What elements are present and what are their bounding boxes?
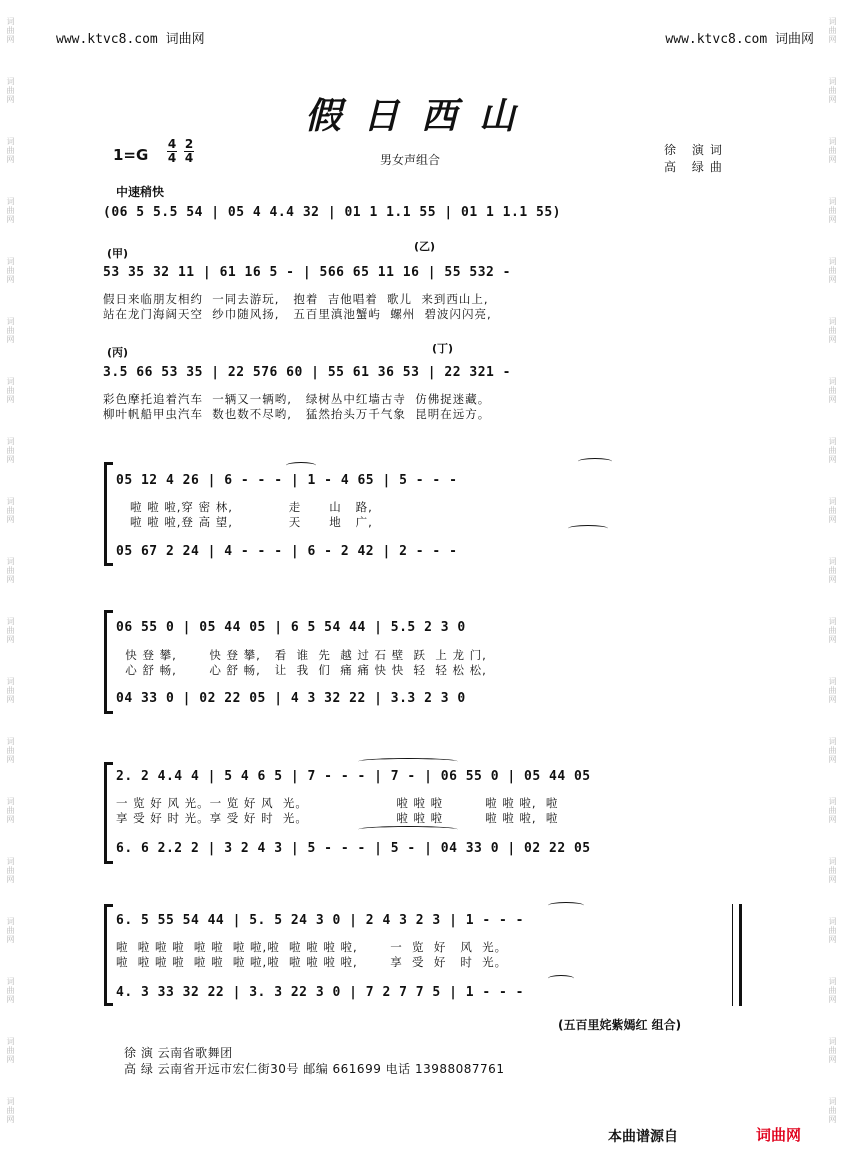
watermark-text: 词曲网 (828, 1096, 837, 1124)
system-bracket (104, 462, 107, 566)
system-bracket (104, 762, 107, 864)
watermark-text: 词曲网 (6, 796, 15, 824)
line1-lyrics-verse1: 假日来临朋友相约 一同去游玩, 抱着 吉他唱着 歌儿 来到西山上, (103, 292, 489, 306)
system2-upper-notes: 06 55 0 | 05 44 05 | 6 5 54 44 | 5.5 2 3 0 (116, 620, 466, 635)
system1-upper-notes: 05 12 4 26 | 6 - - - | 1 - 4 65 | 5 - - - (116, 473, 458, 488)
tie-mark (286, 462, 316, 469)
watermark-text: 词曲网 (828, 856, 837, 884)
performance-form: 男女声组合 (380, 153, 441, 167)
watermark-text: 词曲网 (6, 196, 15, 224)
tempo-marking: 中速稍快 (116, 185, 165, 199)
watermark-text: 词曲网 (828, 1036, 837, 1064)
watermark-text: 词曲网 (828, 76, 837, 104)
tie-mark (358, 826, 458, 833)
time-sig-top: 4 (167, 137, 177, 151)
system4-lower-notes: 4. 3 33 32 22 | 3. 3 22 3 0 | 7 2 7 7 5 | 1 - - - (116, 985, 525, 1000)
system-bracket (104, 610, 107, 714)
system4-upper-notes: 6. 5 55 54 44 | 5. 5 24 3 0 | 2 4 3 2 3 | 1 - - - (116, 913, 525, 928)
watermark-text: 词曲网 (6, 736, 15, 764)
watermark-text: 词曲网 (828, 796, 837, 824)
section-mark-ding: (丁) (432, 342, 454, 355)
section-mark-yi: (乙) (414, 240, 436, 253)
watermark-text: 词曲网 (828, 496, 837, 524)
header-site-right[interactable]: www.ktvc8.com 词曲网 (665, 32, 814, 47)
time-sig-bottom: 4 (167, 151, 177, 165)
watermark-text: 词曲网 (6, 976, 15, 1004)
system3-upper-notes: 2. 2 4.4 4 | 5 4 6 5 | 7 - - - | 7 - | 06 55 0 | 05 44 05 (116, 769, 591, 784)
section-mark-jia: (甲) (107, 247, 129, 260)
watermark-text: 词曲网 (6, 256, 15, 284)
tie-mark (548, 902, 584, 909)
watermark-text: 词曲网 (828, 676, 837, 704)
system3-lyrics-verse1: 一 览 好 风 光。一 览 好 风 光。 啦 啦 啦 啦 啦 啦, 啦 (116, 796, 559, 810)
watermark-text: 词曲网 (828, 316, 837, 344)
watermark-text: 词曲网 (6, 76, 15, 104)
watermark-text: 词曲网 (6, 616, 15, 644)
watermark-text: 词曲网 (6, 496, 15, 524)
watermark-text: 词曲网 (6, 16, 15, 44)
watermark-text: 词曲网 (6, 136, 15, 164)
time-sig-bottom: 4 (184, 151, 194, 165)
watermark-text: 词曲网 (828, 736, 837, 764)
watermark-text: 词曲网 (828, 436, 837, 464)
time-signature-4-4 (167, 138, 177, 165)
watermark-text: 词曲网 (828, 196, 837, 224)
key-signature: 1=G (113, 146, 149, 164)
watermark-text: 词曲网 (6, 1036, 15, 1064)
tie-mark (548, 975, 574, 982)
performer-credit: (五百里姹紫嫣红 组合) (558, 1018, 682, 1032)
left-watermark-strip (2, 0, 18, 1171)
watermark-text: 词曲网 (828, 976, 837, 1004)
watermark-text: 词曲网 (828, 136, 837, 164)
system4-lyrics-verse2: 啦 啦 啦 啦 啦 啦 啦 啦,啦 啦 啦 啦 啦, 享 受 好 时 光。 (116, 955, 508, 969)
right-watermark-strip (824, 0, 840, 1171)
line2-lyrics-verse1: 彩色摩托追着汽车 一辆又一辆哟, 绿树丛中红墙古寺 仿佛捉迷藏。 (103, 392, 491, 406)
intro-notes: (06 5 5.5 54 | 05 4 4.4 32 | 01 1 1.1 55 | 01 1 1.1 55) (103, 205, 561, 220)
system2-lyrics-verse1: 快 登 攀, 快 登 攀, 看 谁 先 越 过 石 壁 跃 上 龙 门, (116, 648, 487, 662)
watermark-text: 词曲网 (828, 256, 837, 284)
song-title: 假日西山 (304, 95, 537, 137)
watermark-text: 词曲网 (828, 616, 837, 644)
watermark-text: 词曲网 (6, 556, 15, 584)
system3-lyrics-verse2: 享 受 好 时 光。享 受 好 时 光。 啦 啦 啦 啦 啦 啦, 啦 (116, 811, 559, 825)
system1-lower-notes: 05 67 2 24 | 4 - - - | 6 - 2 42 | 2 - - - (116, 544, 458, 559)
watermark-text: 词曲网 (828, 16, 837, 44)
header-site-left[interactable]: www.ktvc8.com 词曲网 (56, 32, 205, 47)
watermark-text: 词曲网 (6, 376, 15, 404)
system2-lower-notes: 04 33 0 | 02 22 05 | 4 3 32 22 | 3.3 2 3 0 (116, 691, 466, 706)
final-barline (732, 904, 742, 1006)
watermark-text: 词曲网 (828, 376, 837, 404)
lyricist-footnote: 徐 演 云南省歌舞团 (124, 1046, 233, 1060)
time-signature-2-4 (184, 138, 194, 165)
source-brand-link[interactable]: 词曲网 (756, 1126, 802, 1144)
system3-lower-notes: 6. 6 2.2 2 | 3 2 4 3 | 5 - - - | 5 - | 04 33 0 | 02 22 05 (116, 841, 591, 856)
watermark-text: 词曲网 (828, 916, 837, 944)
composer-credit: 高 绿曲 (664, 160, 728, 174)
line2-notes: 3.5 66 53 35 | 22 576 60 | 55 61 36 53 | 22 321 - (103, 365, 512, 380)
watermark-text: 词曲网 (6, 676, 15, 704)
watermark-text: 词曲网 (6, 916, 15, 944)
time-sig-top: 2 (184, 137, 194, 151)
system4-lyrics-verse1: 啦 啦 啦 啦 啦 啦 啦 啦,啦 啦 啦 啦 啦, 一 览 好 风 光。 (116, 940, 508, 954)
source-label: 本曲谱源自 (608, 1129, 678, 1145)
system1-lyrics-verse2: 啦 啦 啦,登 高 望, 天 地 广, (116, 515, 373, 529)
tie-mark (358, 758, 458, 765)
watermark-text: 词曲网 (6, 436, 15, 464)
watermark-text: 词曲网 (828, 556, 837, 584)
section-mark-bing: (丙) (107, 346, 129, 359)
watermark-text: 词曲网 (6, 856, 15, 884)
watermark-text: 词曲网 (6, 1096, 15, 1124)
system2-lyrics-verse2: 心 舒 畅, 心 舒 畅, 让 我 们 痛 痛 快 快 轻 轻 松 松, (116, 663, 487, 677)
tie-mark (578, 458, 612, 465)
line1-notes: 53 35 32 11 | 61 16 5 - | 566 65 11 16 | 55 532 - (103, 265, 512, 280)
system1-lyrics-verse1: 啦 啦 啦,穿 密 林, 走 山 路, (116, 500, 373, 514)
line2-lyrics-verse2: 柳叶帆船甲虫汽车 数也数不尽哟, 猛然抬头万千气象 昆明在远方。 (103, 407, 491, 421)
tie-mark (568, 525, 608, 532)
watermark-text: 词曲网 (6, 316, 15, 344)
composer-footnote: 高 绿 云南省开远市宏仁街30号 邮编 661699 电话 13988087761 (124, 1062, 505, 1076)
system-bracket (104, 904, 107, 1006)
line1-lyrics-verse2: 站在龙门海阔天空 纱巾随风扬, 五百里滇池蟹屿 螺州 碧波闪闪亮, (103, 307, 492, 321)
lyricist-credit: 徐 演词 (664, 143, 728, 157)
